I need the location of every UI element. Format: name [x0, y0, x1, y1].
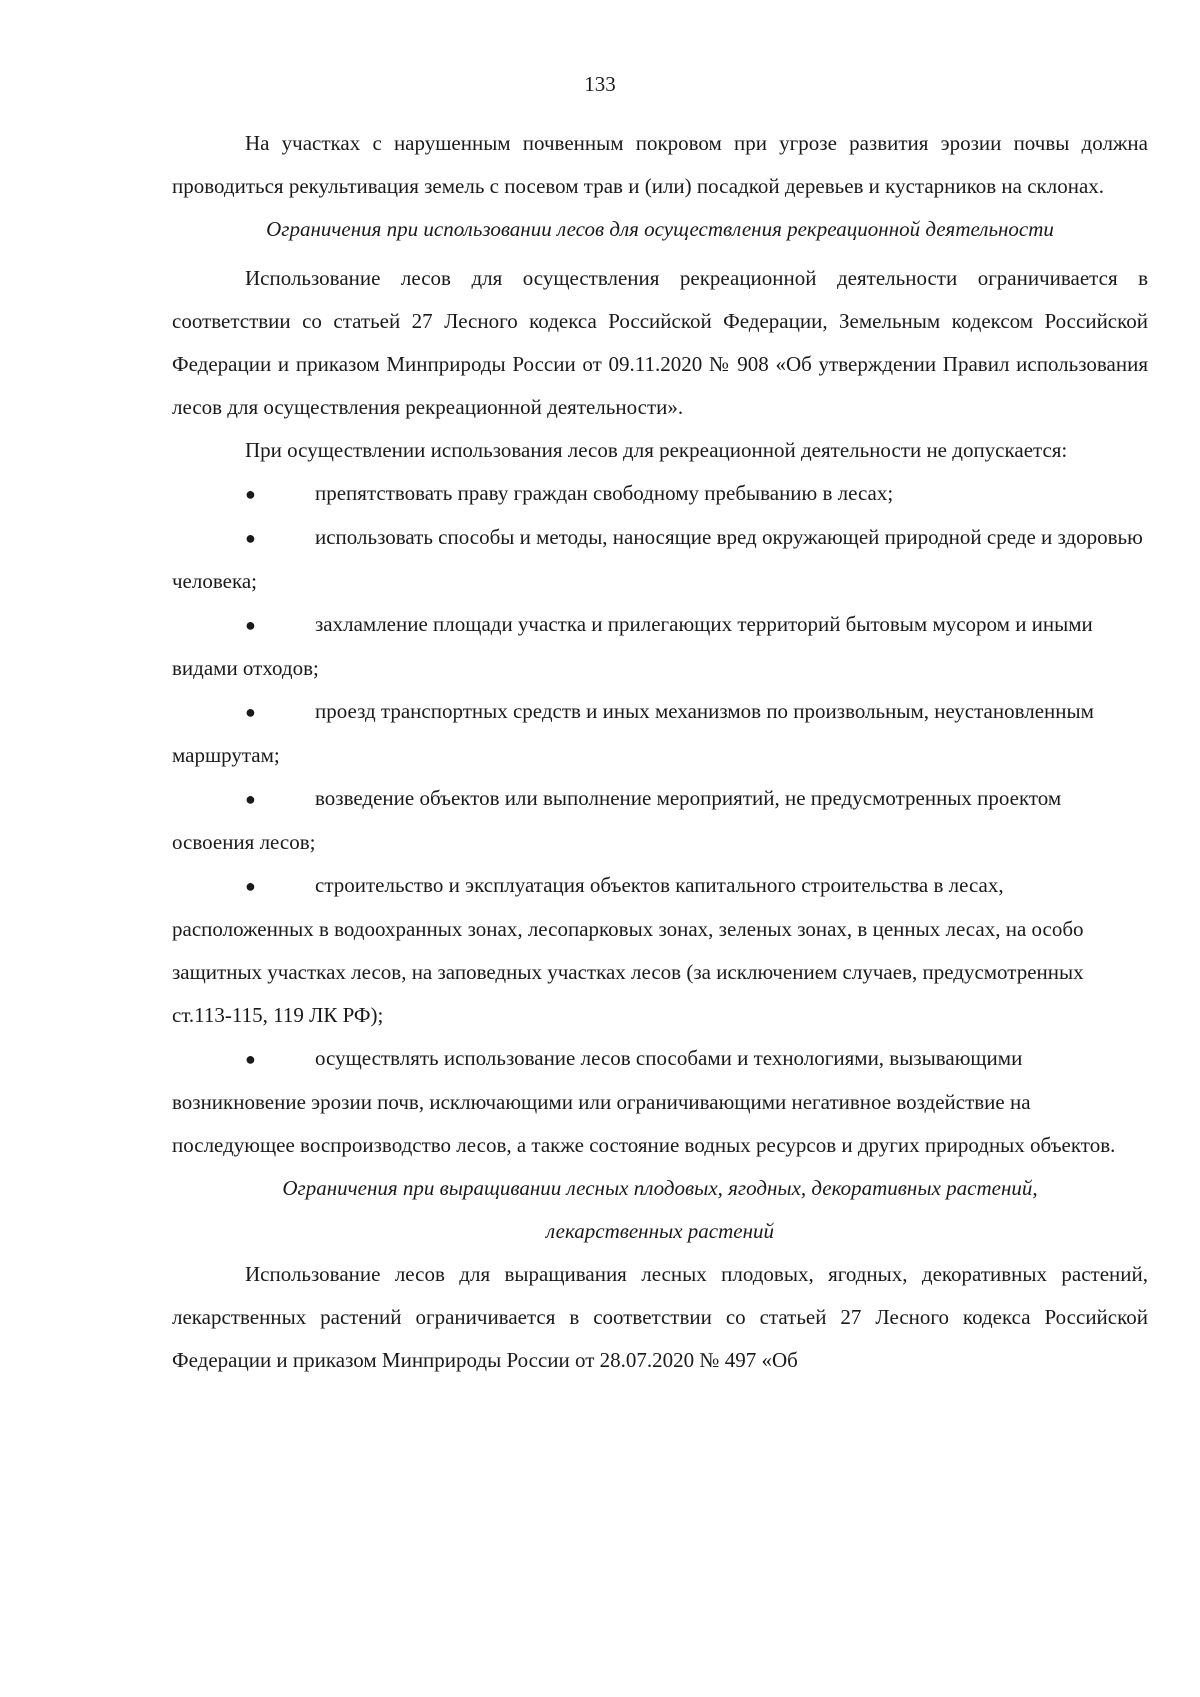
list-item-text: возведение объектов или выполнение мероприятий, не предусмотренных проектом освоения лесов; [172, 786, 1062, 854]
list-item-text: использовать способы и методы, наносящие вред окружающей природной среде и здоровью человека; [172, 525, 1143, 593]
list-item [172, 472, 1148, 516]
paragraph-erosion-recultivation: На участках с нарушенным почвенным покровом при угрозе развития эрозии почвы должна проводиться рекультивация земель с посевом трав и (или) посадкой деревьев и кустарников на склонах. [172, 131, 1148, 198]
bullet-icon: ● [245, 615, 256, 635]
page-number: 133 [584, 72, 616, 96]
list-item-text: осуществлять использование лесов способами и технологиями, вызывающими возникновение эрозии почв, исключающими или ограничивающими негативное воздействие на последующее воспроизводство лесов, а также состояние водных ресурсов и других природных объектов. [172, 1046, 1116, 1157]
document-body [172, 122, 1148, 1382]
list-item-text: захламление площади участка и прилегающих территорий бытовым мусором и иными видами отходов; [172, 612, 1093, 680]
list-item [172, 603, 1148, 690]
bullet-icon: ● [245, 789, 256, 809]
list-item-text: проезд транспортных средств и иных механизмов по произвольным, неустановленным маршрутам; [172, 699, 1094, 767]
list-item [172, 690, 1148, 777]
bullet-icon: ● [245, 1049, 256, 1069]
list-item [172, 516, 1148, 603]
bullet-icon: ● [245, 876, 256, 896]
paragraph-not-allowed-intro: При осуществлении использования лесов для рекреационной деятельности не допускается: [245, 438, 1068, 462]
list-item [172, 1037, 1148, 1167]
section-heading-recreation: Ограничения при использовании лесов для осуществления рекреационной деятельности [266, 217, 1054, 241]
list-item-text: препятствовать праву граждан свободному пребыванию в лесах; [315, 481, 894, 505]
list-item [172, 864, 1148, 1037]
restrictions-list [172, 472, 1148, 1167]
list-item [172, 777, 1148, 864]
bullet-icon: ● [245, 484, 256, 504]
paragraph-recreation-restriction: Использование лесов для осуществления рекреационной деятельности ограничивается в соответствии со статьей 27 Лесного кодекса Российской Федерации, Земельным кодексом Российской Федерации и приказом Минприроды России от 09.11.2020 № 908 «Об утверждении Правил использования лесов для осуществления рекреационной деятельности». [172, 266, 1148, 419]
bullet-icon: ● [245, 702, 256, 722]
section-heading-plants: Ограничения при выращивании лесных плодовых, ягодных, декоративных растений, лекарственных растений [282, 1176, 1038, 1243]
bullet-icon: ● [245, 528, 256, 548]
paragraph-plants-restriction: Использование лесов для выращивания лесных плодовых, ягодных, декоративных растений, лекарственных растений ограничивается в соответствии со статьей 27 Лесного кодекса Российской Федерации и приказом Минприроды России от 28.07.2020 № 497 «Об [172, 1262, 1148, 1372]
list-item-text: строительство и эксплуатация объектов капитального строительства в лесах, расположенных в водоохранных зонах, лесопарковых зонах, зеленых зонах, в ценных лесах, на особо защитных участках лесов, на заповедных участках лесов (за исключением случаев, предусмотренных ст.113-115, 119 ЛК РФ); [172, 873, 1084, 1027]
